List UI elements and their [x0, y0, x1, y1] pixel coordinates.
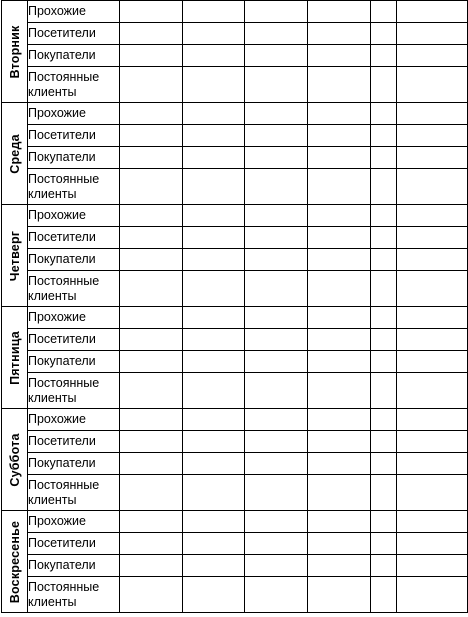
- entry-cell[interactable]: [397, 533, 468, 555]
- entry-cell[interactable]: [245, 227, 308, 249]
- entry-cell[interactable]: [397, 103, 468, 125]
- entry-cell[interactable]: [245, 453, 308, 475]
- table-row: [2, 249, 468, 271]
- entry-cell[interactable]: [245, 307, 308, 329]
- entry-cell[interactable]: [245, 409, 308, 431]
- entry-cell[interactable]: [245, 169, 308, 205]
- day-label: Среда: [7, 133, 22, 174]
- entry-cell[interactable]: [308, 373, 371, 409]
- entry-cell[interactable]: [183, 45, 245, 67]
- entry-cell[interactable]: [371, 1, 397, 23]
- table-row: [2, 475, 468, 511]
- entry-cell[interactable]: [120, 227, 183, 249]
- entry-cell[interactable]: [308, 125, 371, 147]
- entry-cell[interactable]: [371, 103, 397, 125]
- entry-cell[interactable]: [397, 409, 468, 431]
- entry-cell[interactable]: [371, 329, 397, 351]
- entry-cell[interactable]: [397, 271, 468, 307]
- entry-cell[interactable]: [183, 511, 245, 533]
- metric-label: Прохожие: [28, 409, 120, 431]
- entry-cell[interactable]: [308, 409, 371, 431]
- metric-label: Покупатели: [28, 555, 120, 577]
- entry-cell[interactable]: [371, 409, 397, 431]
- entry-cell[interactable]: [371, 533, 397, 555]
- entry-cell[interactable]: [120, 271, 183, 307]
- entry-cell[interactable]: [397, 249, 468, 271]
- entry-cell[interactable]: [308, 555, 371, 577]
- metric-label: Постоянные клиенты: [28, 577, 120, 613]
- table-row: [2, 103, 468, 125]
- entry-cell[interactable]: [371, 373, 397, 409]
- entry-cell[interactable]: [183, 227, 245, 249]
- entry-cell[interactable]: [183, 23, 245, 45]
- entry-cell[interactable]: [397, 431, 468, 453]
- day-cell: [2, 205, 28, 307]
- entry-cell[interactable]: [371, 147, 397, 169]
- entry-cell[interactable]: [183, 329, 245, 351]
- entry-cell[interactable]: [183, 475, 245, 511]
- entry-cell[interactable]: [183, 271, 245, 307]
- entry-cell[interactable]: [183, 351, 245, 373]
- table-row: [2, 555, 468, 577]
- table-row: [2, 373, 468, 409]
- entry-cell[interactable]: [397, 23, 468, 45]
- entry-cell[interactable]: [397, 227, 468, 249]
- entry-cell[interactable]: [308, 453, 371, 475]
- entry-cell[interactable]: [371, 67, 397, 103]
- entry-cell[interactable]: [371, 307, 397, 329]
- metric-label: Постоянные клиенты: [28, 67, 120, 103]
- entry-cell[interactable]: [397, 475, 468, 511]
- entry-cell[interactable]: [308, 533, 371, 555]
- day-cell: [2, 409, 28, 511]
- day-label: Пятница: [7, 330, 22, 385]
- entry-cell[interactable]: [183, 103, 245, 125]
- entry-cell[interactable]: [308, 307, 371, 329]
- entry-cell[interactable]: [120, 23, 183, 45]
- entry-cell[interactable]: [308, 475, 371, 511]
- table-row: [2, 125, 468, 147]
- entry-cell[interactable]: [120, 577, 183, 613]
- entry-cell[interactable]: [397, 307, 468, 329]
- metric-label: Прохожие: [28, 307, 120, 329]
- day-cell: [2, 307, 28, 409]
- entry-cell[interactable]: [120, 431, 183, 453]
- entry-cell[interactable]: [397, 351, 468, 373]
- entry-cell[interactable]: [308, 329, 371, 351]
- entry-cell[interactable]: [120, 351, 183, 373]
- entry-cell[interactable]: [183, 1, 245, 23]
- entry-cell[interactable]: [371, 23, 397, 45]
- entry-cell[interactable]: [245, 475, 308, 511]
- entry-cell[interactable]: [120, 45, 183, 67]
- entry-cell[interactable]: [183, 169, 245, 205]
- entry-cell[interactable]: [245, 205, 308, 227]
- day-cell: [2, 103, 28, 205]
- metric-label: Покупатели: [28, 453, 120, 475]
- table-row: [2, 45, 468, 67]
- entry-cell[interactable]: [183, 577, 245, 613]
- entry-cell[interactable]: [120, 169, 183, 205]
- entry-cell[interactable]: [245, 271, 308, 307]
- entry-cell[interactable]: [120, 249, 183, 271]
- entry-cell[interactable]: [183, 147, 245, 169]
- entry-cell[interactable]: [245, 431, 308, 453]
- table-row: [2, 533, 468, 555]
- entry-cell[interactable]: [308, 67, 371, 103]
- entry-cell[interactable]: [371, 249, 397, 271]
- table-row: [2, 511, 468, 533]
- day-cell: [2, 511, 28, 613]
- entry-cell[interactable]: [397, 555, 468, 577]
- metric-label: Постоянные клиенты: [28, 271, 120, 307]
- metric-label: Прохожие: [28, 103, 120, 125]
- metric-label: Прохожие: [28, 1, 120, 23]
- entry-cell[interactable]: [371, 125, 397, 147]
- entry-cell[interactable]: [245, 45, 308, 67]
- entry-cell[interactable]: [183, 373, 245, 409]
- table-row: [2, 329, 468, 351]
- metric-label: Посетители: [28, 227, 120, 249]
- day-cell: [2, 1, 28, 103]
- entry-cell[interactable]: [371, 431, 397, 453]
- entry-cell[interactable]: [245, 329, 308, 351]
- table-row: [2, 577, 468, 613]
- table-row: [2, 1, 468, 23]
- metric-label: Покупатели: [28, 45, 120, 67]
- table-row: [2, 23, 468, 45]
- entry-cell[interactable]: [245, 533, 308, 555]
- entry-cell[interactable]: [371, 45, 397, 67]
- entry-cell[interactable]: [183, 409, 245, 431]
- entry-cell[interactable]: [245, 125, 308, 147]
- entry-cell[interactable]: [308, 103, 371, 125]
- entry-cell[interactable]: [120, 147, 183, 169]
- entry-cell[interactable]: [371, 205, 397, 227]
- table-row: [2, 409, 468, 431]
- entry-cell[interactable]: [120, 103, 183, 125]
- table-row: [2, 351, 468, 373]
- metric-label: Покупатели: [28, 351, 120, 373]
- entry-cell[interactable]: [308, 147, 371, 169]
- entry-cell[interactable]: [120, 205, 183, 227]
- entry-cell[interactable]: [397, 453, 468, 475]
- entry-cell[interactable]: [397, 1, 468, 23]
- entry-cell[interactable]: [120, 555, 183, 577]
- entry-cell[interactable]: [245, 373, 308, 409]
- entry-cell[interactable]: [308, 249, 371, 271]
- table-row: [2, 271, 468, 307]
- entry-cell[interactable]: [183, 249, 245, 271]
- entry-cell[interactable]: [245, 351, 308, 373]
- table-row: [2, 453, 468, 475]
- entry-cell[interactable]: [245, 1, 308, 23]
- entry-cell[interactable]: [371, 453, 397, 475]
- entry-cell[interactable]: [245, 23, 308, 45]
- table-row: [2, 307, 468, 329]
- entry-cell[interactable]: [371, 351, 397, 373]
- metric-label: Посетители: [28, 533, 120, 555]
- metric-label: Постоянные клиенты: [28, 475, 120, 511]
- entry-cell[interactable]: [397, 329, 468, 351]
- entry-cell[interactable]: [371, 227, 397, 249]
- entry-cell[interactable]: [183, 431, 245, 453]
- metric-label: Прохожие: [28, 511, 120, 533]
- metric-label: Постоянные клиенты: [28, 373, 120, 409]
- weekly-tracking-table: [1, 0, 468, 613]
- entry-cell[interactable]: [397, 125, 468, 147]
- day-label: Воскресенье: [7, 520, 22, 603]
- entry-cell[interactable]: [245, 67, 308, 103]
- entry-cell[interactable]: [120, 307, 183, 329]
- entry-cell[interactable]: [397, 147, 468, 169]
- entry-cell[interactable]: [245, 511, 308, 533]
- entry-cell[interactable]: [183, 67, 245, 103]
- entry-cell[interactable]: [120, 511, 183, 533]
- entry-cell[interactable]: [397, 67, 468, 103]
- entry-cell[interactable]: [308, 205, 371, 227]
- entry-cell[interactable]: [183, 453, 245, 475]
- entry-cell[interactable]: [308, 23, 371, 45]
- entry-cell[interactable]: [245, 249, 308, 271]
- entry-cell[interactable]: [120, 125, 183, 147]
- entry-cell[interactable]: [397, 45, 468, 67]
- entry-cell[interactable]: [397, 511, 468, 533]
- metric-label: Посетители: [28, 329, 120, 351]
- entry-cell[interactable]: [183, 555, 245, 577]
- table-row: [2, 431, 468, 453]
- table-row: [2, 169, 468, 205]
- entry-cell[interactable]: [245, 103, 308, 125]
- entry-cell[interactable]: [120, 533, 183, 555]
- entry-cell[interactable]: [397, 577, 468, 613]
- table-row: [2, 67, 468, 103]
- entry-cell[interactable]: [308, 351, 371, 373]
- entry-cell[interactable]: [183, 307, 245, 329]
- metric-label: Посетители: [28, 23, 120, 45]
- entry-cell[interactable]: [397, 205, 468, 227]
- entry-cell[interactable]: [245, 555, 308, 577]
- entry-cell[interactable]: [183, 205, 245, 227]
- metric-label: Посетители: [28, 125, 120, 147]
- entry-cell[interactable]: [397, 169, 468, 205]
- entry-cell[interactable]: [371, 555, 397, 577]
- day-label: Четверг: [7, 230, 22, 281]
- entry-cell[interactable]: [120, 1, 183, 23]
- metric-label: Прохожие: [28, 205, 120, 227]
- entry-cell[interactable]: [120, 329, 183, 351]
- entry-cell[interactable]: [120, 67, 183, 103]
- entry-cell[interactable]: [120, 453, 183, 475]
- entry-cell[interactable]: [308, 1, 371, 23]
- metric-label: Покупатели: [28, 147, 120, 169]
- entry-cell[interactable]: [120, 475, 183, 511]
- entry-cell[interactable]: [371, 511, 397, 533]
- entry-cell[interactable]: [120, 409, 183, 431]
- table-row: [2, 227, 468, 249]
- entry-cell[interactable]: [308, 511, 371, 533]
- entry-cell[interactable]: [308, 227, 371, 249]
- entry-cell[interactable]: [397, 373, 468, 409]
- entry-cell[interactable]: [308, 169, 371, 205]
- entry-cell[interactable]: [308, 271, 371, 307]
- table-row: [2, 205, 468, 227]
- entry-cell[interactable]: [371, 475, 397, 511]
- entry-cell[interactable]: [245, 577, 308, 613]
- entry-cell[interactable]: [120, 373, 183, 409]
- entry-cell[interactable]: [308, 431, 371, 453]
- metric-label: Посетители: [28, 431, 120, 453]
- entry-cell[interactable]: [183, 125, 245, 147]
- metric-label: Постоянные клиенты: [28, 169, 120, 205]
- entry-cell[interactable]: [371, 169, 397, 205]
- entry-cell[interactable]: [371, 577, 397, 613]
- metric-label: Покупатели: [28, 249, 120, 271]
- entry-cell[interactable]: [308, 577, 371, 613]
- entry-cell[interactable]: [371, 271, 397, 307]
- entry-cell[interactable]: [245, 147, 308, 169]
- entry-cell[interactable]: [183, 533, 245, 555]
- entry-cell[interactable]: [308, 45, 371, 67]
- day-label: Вторник: [7, 25, 22, 78]
- table-row: [2, 147, 468, 169]
- day-label: Суббота: [7, 432, 22, 487]
